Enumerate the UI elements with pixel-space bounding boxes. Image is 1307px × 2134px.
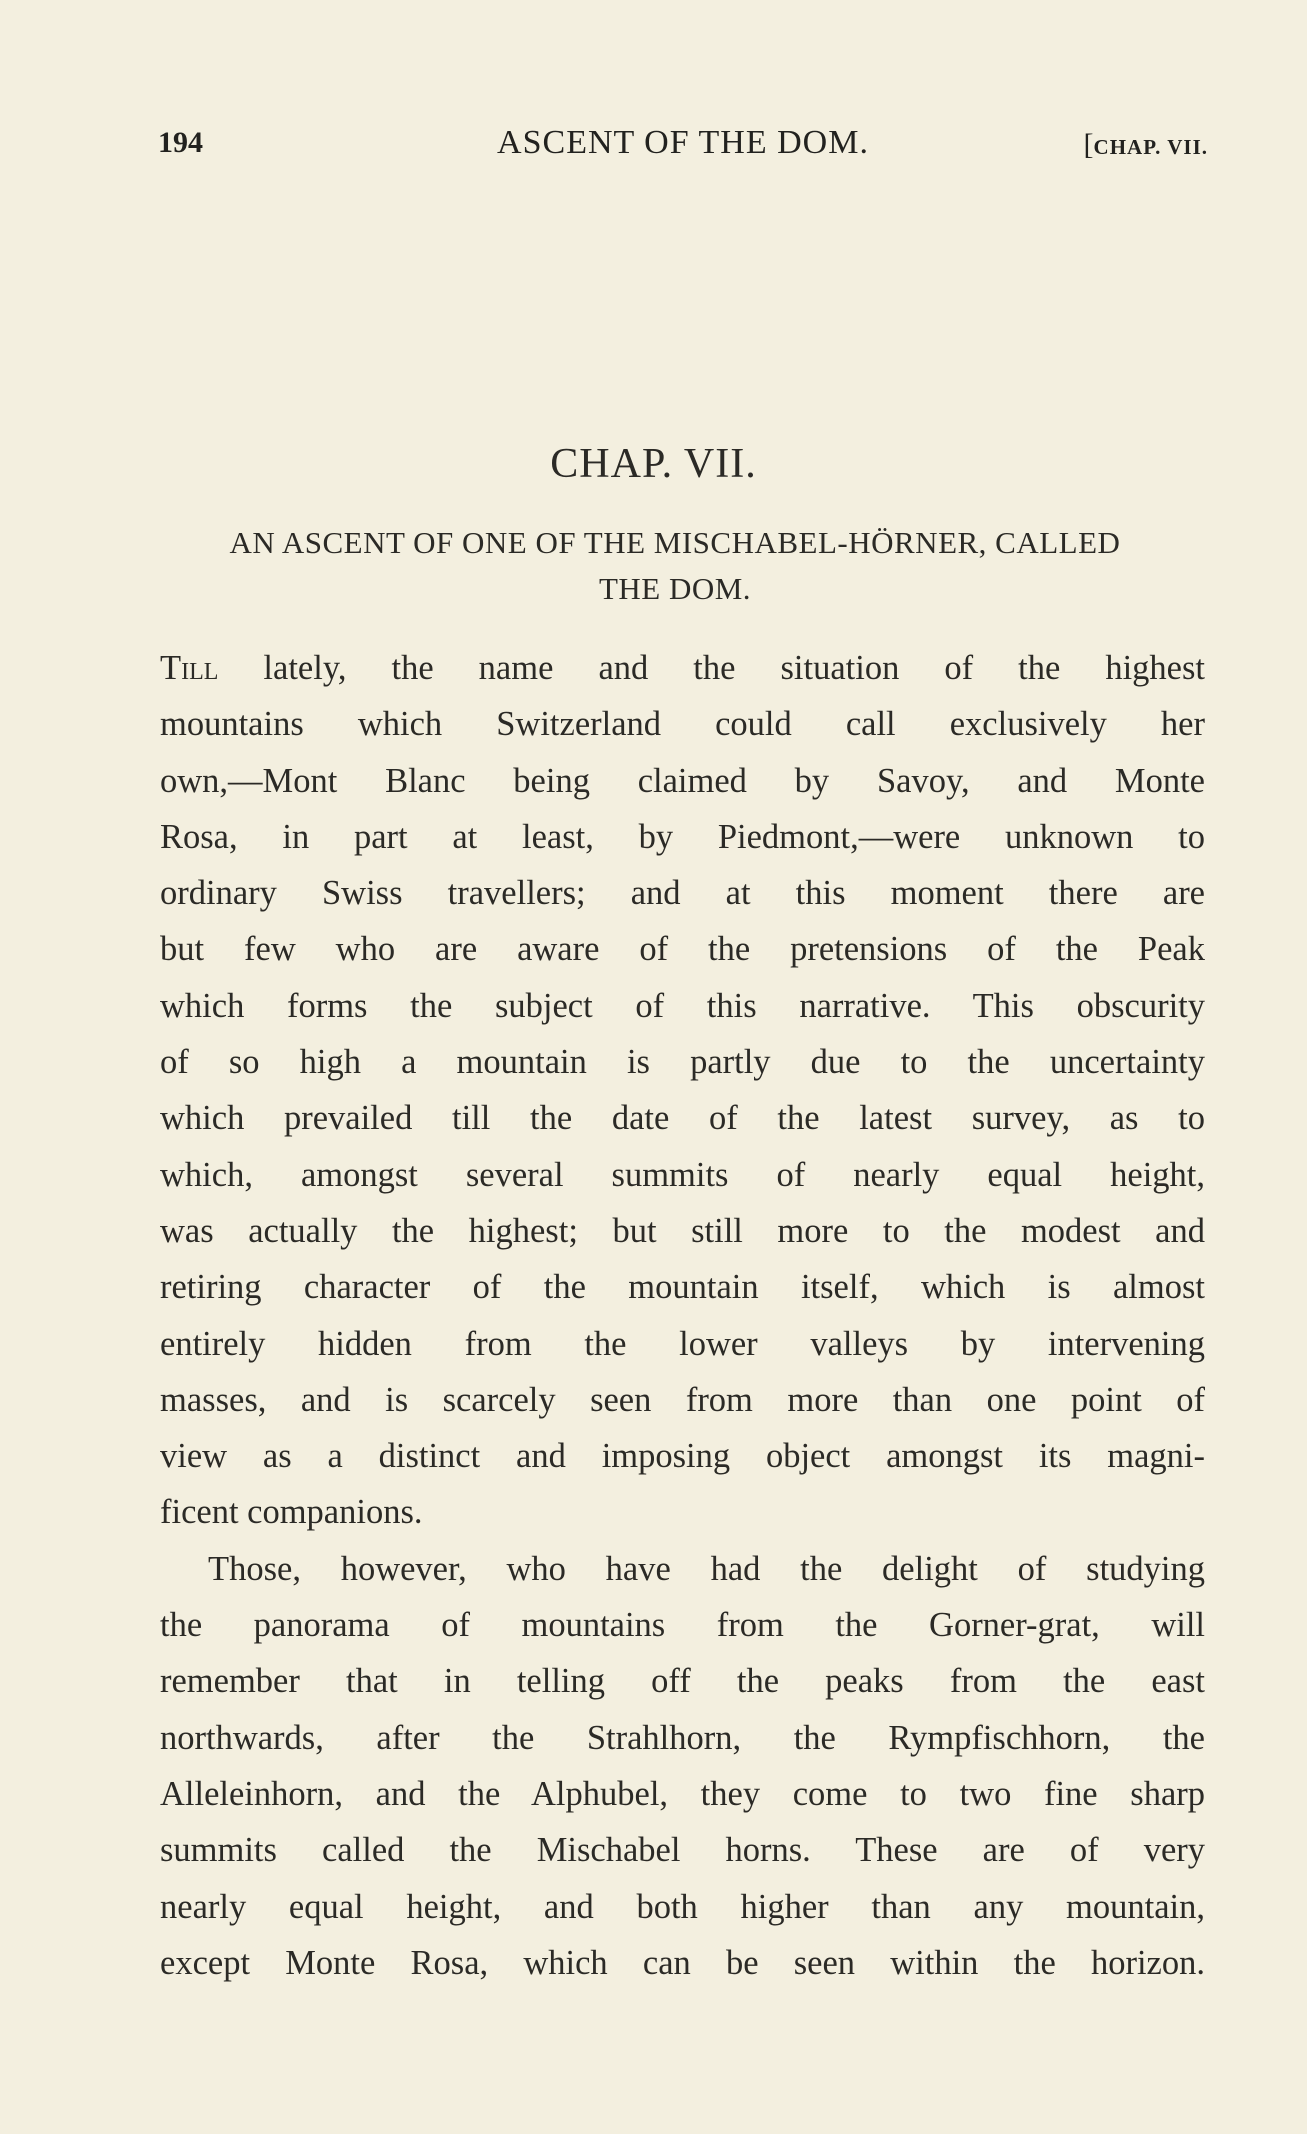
running-chapter-label: CHAP. VII. [1093, 135, 1208, 159]
text-line: summits called the Mischabel horns. These are of very [160, 1831, 1205, 1870]
text-line: ordinary Swiss travellers; and at this moment there are [160, 874, 1205, 913]
text-line [160, 640, 1205, 696]
text-line: northwards, after the Strahlhorn, the Rympfischhorn, the [160, 1718, 1205, 1757]
drop-word: Till [160, 649, 219, 687]
text-line: Rosa, in part at least, by Piedmont,—were unknown to [160, 817, 1205, 856]
text-line: nearly equal height, and both higher than any mountain, [160, 1887, 1205, 1926]
text-line: but few who are aware of the pretensions of the Peak [160, 930, 1205, 969]
chapter-number: CHAP. VII. [550, 441, 757, 487]
chapter-title-line-2: THE DOM. [598, 571, 752, 606]
text-line: remember that in telling off the peaks from the east [160, 1662, 1205, 1701]
running-head [158, 118, 1208, 168]
text-line: which, amongst several summits of nearly equal height, [160, 1155, 1205, 1194]
text-line: which prevailed till the date of the latest survey, as to [160, 1099, 1205, 1138]
chapter-title [140, 520, 1210, 612]
paragraph-1 [160, 640, 1205, 1541]
text-line: Those, however, who have had the delight of studying [208, 1549, 1205, 1588]
chapter-bracket: [ [1083, 128, 1094, 161]
running-title: ASCENT OF THE DOM. [497, 124, 869, 161]
text-line: own,—Mont Blanc being claimed by Savoy, and Monte [160, 761, 1205, 800]
text-line: was actually the highest; but still more to the modest and [160, 1211, 1205, 1250]
text-line: of so high a mountain is partly due to the uncertainty [160, 1043, 1205, 1082]
text-line: retiring character of the mountain itself, which is almost [160, 1268, 1205, 1307]
text-line: Alleleinhorn, and the Alphubel, they come to two fine sharp [160, 1774, 1205, 1813]
body-text [160, 640, 1205, 1991]
text-line: except Monte Rosa, which can be seen within the horizon. [160, 1943, 1205, 1982]
text-line: view as a distinct and imposing object amongst its magni- [160, 1437, 1205, 1476]
page-number: 194 [158, 126, 203, 159]
chapter-title-line-1: AN ASCENT OF ONE OF THE MISCHABEL-HÖRNER, CALLED [229, 525, 1121, 560]
text-line: mountains which Switzerland could call exclusively her [160, 705, 1205, 744]
running-chapter [1084, 128, 1208, 162]
text-line: ficent companions. [160, 1493, 423, 1532]
text-line: entirely hidden from the lower valleys by intervening [160, 1324, 1205, 1363]
text-line: masses, and is scarcely seen from more than one point of [160, 1380, 1205, 1419]
text-line: which forms the subject of this narrative. This obscurity [160, 986, 1205, 1025]
line-text: lately, the name and the situation of the highest [218, 649, 1205, 687]
text-line: the panorama of mountains from the Gorner-grat, will [160, 1606, 1205, 1645]
paragraph-2 [160, 1541, 1205, 1991]
